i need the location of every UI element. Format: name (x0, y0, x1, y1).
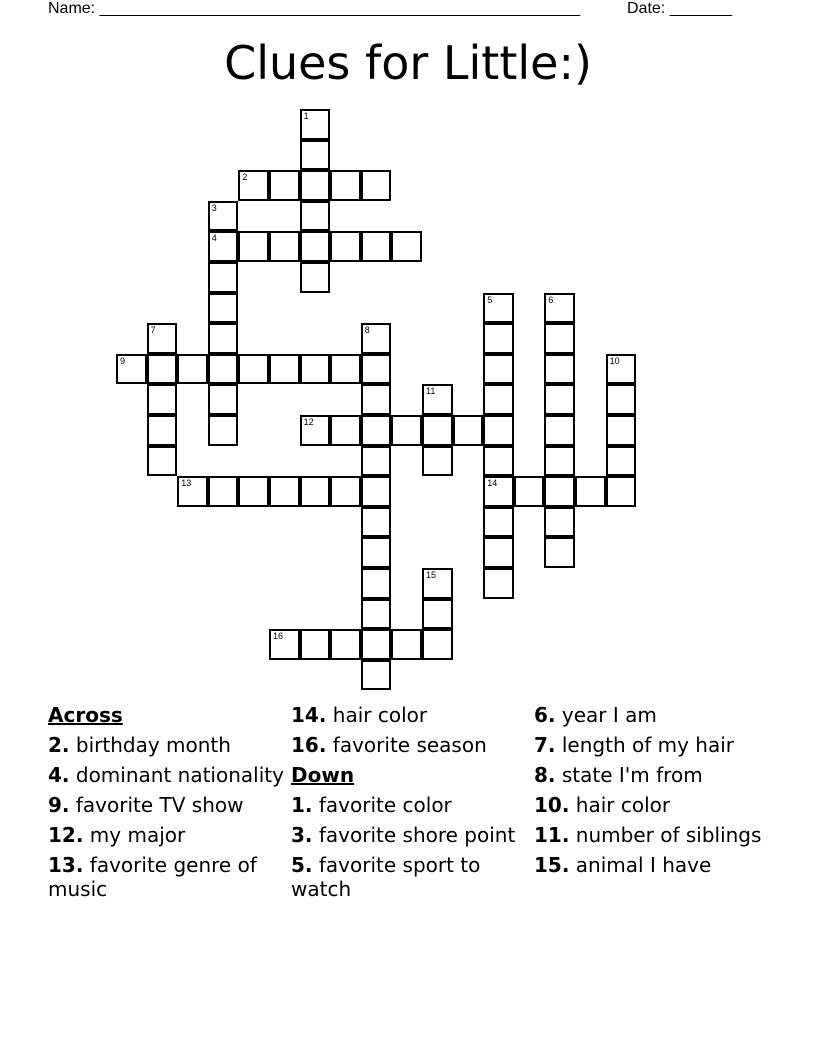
grid-cell[interactable] (238, 231, 269, 262)
clue-text: number of siblings (575, 823, 762, 847)
down-clue (534, 853, 772, 877)
grid-cell[interactable] (300, 629, 331, 660)
clue-text: animal I have (575, 853, 712, 877)
clue-number: 10. (534, 793, 570, 817)
down-heading: Down (291, 763, 355, 787)
grid-cell[interactable] (483, 446, 514, 477)
grid-cell[interactable] (238, 476, 269, 507)
cell-number: 8 (364, 325, 370, 336)
down-clue (534, 733, 772, 757)
grid-cell[interactable] (147, 446, 178, 477)
grid-cell[interactable] (300, 201, 331, 232)
grid-cell[interactable] (391, 629, 422, 660)
clue-text: hair color (332, 703, 428, 727)
grid-cell[interactable] (330, 629, 361, 660)
grid-cell[interactable] (361, 354, 392, 385)
grid-cell[interactable] (330, 476, 361, 507)
grid-cell[interactable] (330, 170, 361, 201)
grid-cell[interactable] (330, 354, 361, 385)
grid-cell[interactable] (361, 629, 392, 660)
cell-number: 1 (303, 111, 309, 121)
grid-cell[interactable] (361, 568, 392, 599)
grid-cell[interactable] (300, 262, 331, 293)
grid-cell[interactable] (361, 476, 392, 507)
grid-cell[interactable] (544, 537, 575, 568)
clue-number: 3. (291, 823, 313, 847)
grid-cell[interactable] (300, 354, 331, 385)
clue-number: 12. (48, 823, 84, 847)
cell-number: 4 (211, 233, 217, 244)
clue-text: favorite color (318, 793, 452, 817)
grid-cell[interactable] (300, 231, 331, 262)
down-clue (534, 703, 772, 727)
name-label: Name: (48, 0, 96, 17)
grid-cell[interactable] (422, 446, 453, 477)
grid-cell[interactable] (606, 446, 637, 477)
grid-cell[interactable] (483, 354, 514, 385)
grid-cell[interactable] (483, 384, 514, 415)
grid-cell[interactable] (177, 354, 208, 385)
down-clue (534, 793, 772, 817)
grid-cell[interactable] (300, 109, 331, 140)
grid-cell[interactable] (361, 323, 392, 354)
date-line[interactable] (627, 0, 732, 18)
grid-cell[interactable] (300, 415, 331, 446)
grid-cell[interactable] (208, 231, 239, 262)
clue-column-3 (534, 703, 772, 883)
grid-cell[interactable] (147, 415, 178, 446)
grid-cell[interactable] (422, 629, 453, 660)
clue-number: 14. (291, 703, 327, 727)
grid-cell[interactable] (606, 476, 637, 507)
grid-cell[interactable] (391, 415, 422, 446)
cell-number: 3 (211, 202, 217, 213)
down-clue (534, 763, 772, 787)
grid-cell[interactable] (147, 354, 178, 385)
grid-cell[interactable] (453, 415, 484, 446)
cell-number: 2 (242, 172, 248, 183)
grid-cell[interactable] (483, 507, 514, 538)
clue-text: year I am (561, 703, 657, 727)
grid-cell[interactable] (361, 537, 392, 568)
cell-number: 7 (150, 325, 156, 336)
grid-cell[interactable] (269, 476, 300, 507)
grid-cell[interactable] (544, 476, 575, 507)
grid-cell[interactable] (147, 384, 178, 415)
grid-cell[interactable] (606, 354, 637, 385)
clue-text: length of my hair (561, 733, 735, 757)
grid-cell[interactable] (483, 415, 514, 446)
grid-cell[interactable] (269, 170, 300, 201)
clue-text: dominant nationality (75, 763, 284, 787)
grid-cell[interactable] (606, 415, 637, 446)
grid-cell[interactable] (208, 415, 239, 446)
grid-cell[interactable] (269, 231, 300, 262)
grid-cell[interactable] (208, 262, 239, 293)
grid-cell[interactable] (238, 354, 269, 385)
grid-cell[interactable] (300, 140, 331, 171)
cell-number: 13 (181, 478, 192, 489)
grid-cell[interactable] (575, 476, 606, 507)
grid-cell[interactable] (544, 384, 575, 415)
grid-cell[interactable] (361, 384, 392, 415)
grid-cell[interactable] (269, 354, 300, 385)
clue-number: 2. (48, 733, 70, 757)
grid-cell[interactable] (208, 323, 239, 354)
across-clue (291, 703, 529, 727)
grid-cell[interactable] (361, 170, 392, 201)
cell-number: 9 (120, 355, 126, 366)
grid-cell[interactable] (544, 446, 575, 477)
clue-column-1 (48, 703, 286, 907)
grid-cell[interactable] (208, 384, 239, 415)
page-title: Clues for Little:) (224, 36, 592, 90)
down-clue (291, 823, 529, 847)
grid-cell[interactable] (361, 660, 392, 691)
grid-cell[interactable] (361, 446, 392, 477)
across-clue (48, 823, 286, 847)
across-clue (48, 853, 286, 901)
grid-cell[interactable] (361, 415, 392, 446)
across-clue (291, 733, 529, 757)
grid-cell[interactable] (544, 323, 575, 354)
clue-text: state I'm from (561, 763, 703, 787)
grid-cell[interactable] (422, 599, 453, 630)
clue-text: favorite sport to watch (291, 853, 481, 901)
cell-number: 14 (487, 478, 498, 489)
date-label: Date: (627, 0, 666, 17)
clue-number: 6. (534, 703, 556, 727)
name-blank: ______________________________________________________ (99, 0, 581, 17)
clue-number: 7. (534, 733, 556, 757)
grid-cell[interactable] (422, 415, 453, 446)
cell-number: 12 (303, 417, 314, 427)
grid-cell[interactable] (544, 507, 575, 538)
grid-cell[interactable] (269, 629, 300, 660)
grid-cell[interactable] (483, 293, 514, 324)
grid-cell[interactable] (208, 354, 239, 385)
clue-column-2 (291, 703, 529, 907)
grid-cell[interactable] (422, 568, 453, 599)
across-clue (48, 733, 286, 757)
grid-cell[interactable] (330, 415, 361, 446)
grid-cell[interactable] (300, 476, 331, 507)
grid-cell[interactable] (483, 568, 514, 599)
grid-cell[interactable] (208, 201, 239, 232)
grid-cell[interactable] (116, 354, 147, 385)
clue-number: 16. (291, 733, 327, 757)
grid-cell[interactable] (514, 476, 545, 507)
clue-number: 15. (534, 853, 570, 877)
grid-cell[interactable] (208, 476, 239, 507)
across-clue (48, 793, 286, 817)
cell-number: 16 (273, 631, 284, 642)
clue-text: favorite shore point (318, 823, 516, 847)
date-blank: _______ (669, 0, 732, 17)
grid-cell[interactable] (330, 231, 361, 262)
grid-cell[interactable] (544, 293, 575, 324)
grid-cell[interactable] (147, 323, 178, 354)
clue-number: 9. (48, 793, 70, 817)
clue-number: 11. (534, 823, 570, 847)
clue-number: 8. (534, 763, 556, 787)
cell-number: 11 (426, 386, 436, 397)
clue-text: my major (89, 823, 186, 847)
grid-cell[interactable] (361, 507, 392, 538)
clue-text: hair color (575, 793, 671, 817)
down-clue (534, 823, 772, 847)
grid-cell[interactable] (544, 415, 575, 446)
clue-number: 1. (291, 793, 313, 817)
clue-number: 4. (48, 763, 70, 787)
cell-number: 5 (487, 294, 493, 305)
across-clue (48, 763, 286, 787)
cell-number: 10 (609, 355, 620, 366)
down-clue (291, 793, 529, 817)
grid-cell[interactable] (361, 599, 392, 630)
grid-cell[interactable] (238, 170, 269, 201)
clue-text: favorite season (332, 733, 487, 757)
grid-cell[interactable] (483, 537, 514, 568)
grid-cell[interactable] (483, 476, 514, 507)
clue-number: 5. (291, 853, 313, 877)
name-line[interactable] (48, 0, 580, 18)
grid-cell[interactable] (422, 384, 453, 415)
down-clue (291, 853, 529, 901)
clue-number: 13. (48, 853, 84, 877)
clue-text: birthday month (75, 733, 231, 757)
grid-cell[interactable] (483, 323, 514, 354)
across-heading: Across (48, 703, 123, 727)
clue-text: favorite TV show (75, 793, 244, 817)
grid-cell[interactable] (177, 476, 208, 507)
grid-cell[interactable] (391, 231, 422, 262)
clue-text: favorite genre of music (48, 853, 257, 901)
grid-cell[interactable] (606, 384, 637, 415)
grid-cell[interactable] (361, 231, 392, 262)
grid-cell[interactable] (208, 293, 239, 324)
cell-number: 6 (548, 294, 554, 305)
grid-cell[interactable] (544, 354, 575, 385)
grid-cell[interactable] (300, 170, 331, 201)
cell-number: 15 (426, 570, 437, 580)
